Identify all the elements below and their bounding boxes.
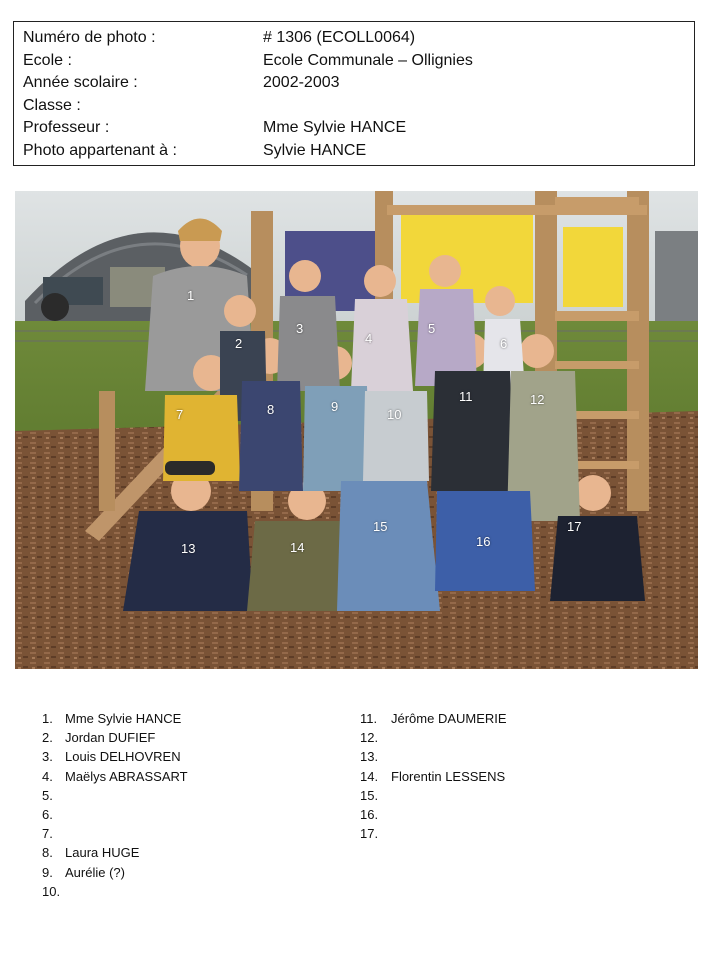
info-label: Année scolaire : <box>23 74 138 91</box>
list-number: 13. <box>360 749 379 765</box>
person-number: 14 <box>290 540 305 555</box>
class-photo-illustration <box>15 191 698 669</box>
person-number: 4 <box>365 331 373 346</box>
person-name: Mme Sylvie HANCE <box>65 711 182 726</box>
person-number: 10 <box>387 407 402 422</box>
person-name: Aurélie (?) <box>65 864 125 880</box>
person-number: 12 <box>530 392 545 407</box>
person-number: 17 <box>567 519 582 534</box>
person-number: 7 <box>176 407 184 422</box>
list-number: 7. <box>42 826 53 842</box>
list-number: 2. <box>42 730 53 746</box>
info-value: # 1306 (ECOLL0064) <box>263 29 416 46</box>
list-number: 4. <box>42 768 53 784</box>
list-number: 17. <box>360 826 379 842</box>
person-name: Laura HUGE <box>65 845 140 861</box>
list-number: 10. <box>42 883 61 899</box>
info-label: Professeur : <box>23 119 110 136</box>
info-label: Classe : <box>23 97 81 114</box>
person-number: 3 <box>296 321 304 336</box>
person-number: 8 <box>267 402 275 417</box>
person-name: Florentin LESSENS <box>391 768 506 784</box>
person-number: 13 <box>181 541 196 556</box>
person-name: Louis DELHOVREN <box>65 749 181 765</box>
list-number: 15. <box>360 787 379 803</box>
info-label: Ecole : <box>23 52 72 69</box>
person-number: 6 <box>500 336 508 351</box>
person-number: 1 <box>187 288 195 303</box>
list-number: 14. <box>360 768 379 784</box>
info-value: Mme Sylvie HANCE <box>263 119 407 136</box>
info-label: Photo appartenant à : <box>23 142 177 159</box>
list-number: 16. <box>360 806 379 822</box>
person-number: 11 <box>459 389 473 404</box>
list-number: 6. <box>42 806 53 822</box>
person-number: 16 <box>476 534 491 549</box>
photo-info-box <box>13 21 695 166</box>
person-number: 5 <box>428 321 436 336</box>
list-number: 5. <box>42 787 53 803</box>
info-value: Sylvie HANCE <box>263 142 367 159</box>
person-name: Jérôme DAUMERIE <box>391 711 507 726</box>
person-number: 2 <box>235 336 243 351</box>
list-number: 11. <box>360 711 378 726</box>
list-number: 1. <box>42 711 53 726</box>
info-value: 2002-2003 <box>263 74 340 91</box>
person-name: Maëlys ABRASSART <box>65 768 188 784</box>
info-value: Ecole Communale – Ollignies <box>263 52 473 69</box>
list-number: 12. <box>360 730 379 746</box>
person-name: Jordan DUFIEF <box>65 730 156 746</box>
list-number: 9. <box>42 864 53 880</box>
class-photo <box>15 191 698 669</box>
info-label: Numéro de photo : <box>23 29 156 46</box>
list-number: 8. <box>42 845 53 861</box>
list-number: 3. <box>42 749 53 765</box>
person-number: 9 <box>331 399 339 414</box>
person-number: 15 <box>373 519 388 534</box>
